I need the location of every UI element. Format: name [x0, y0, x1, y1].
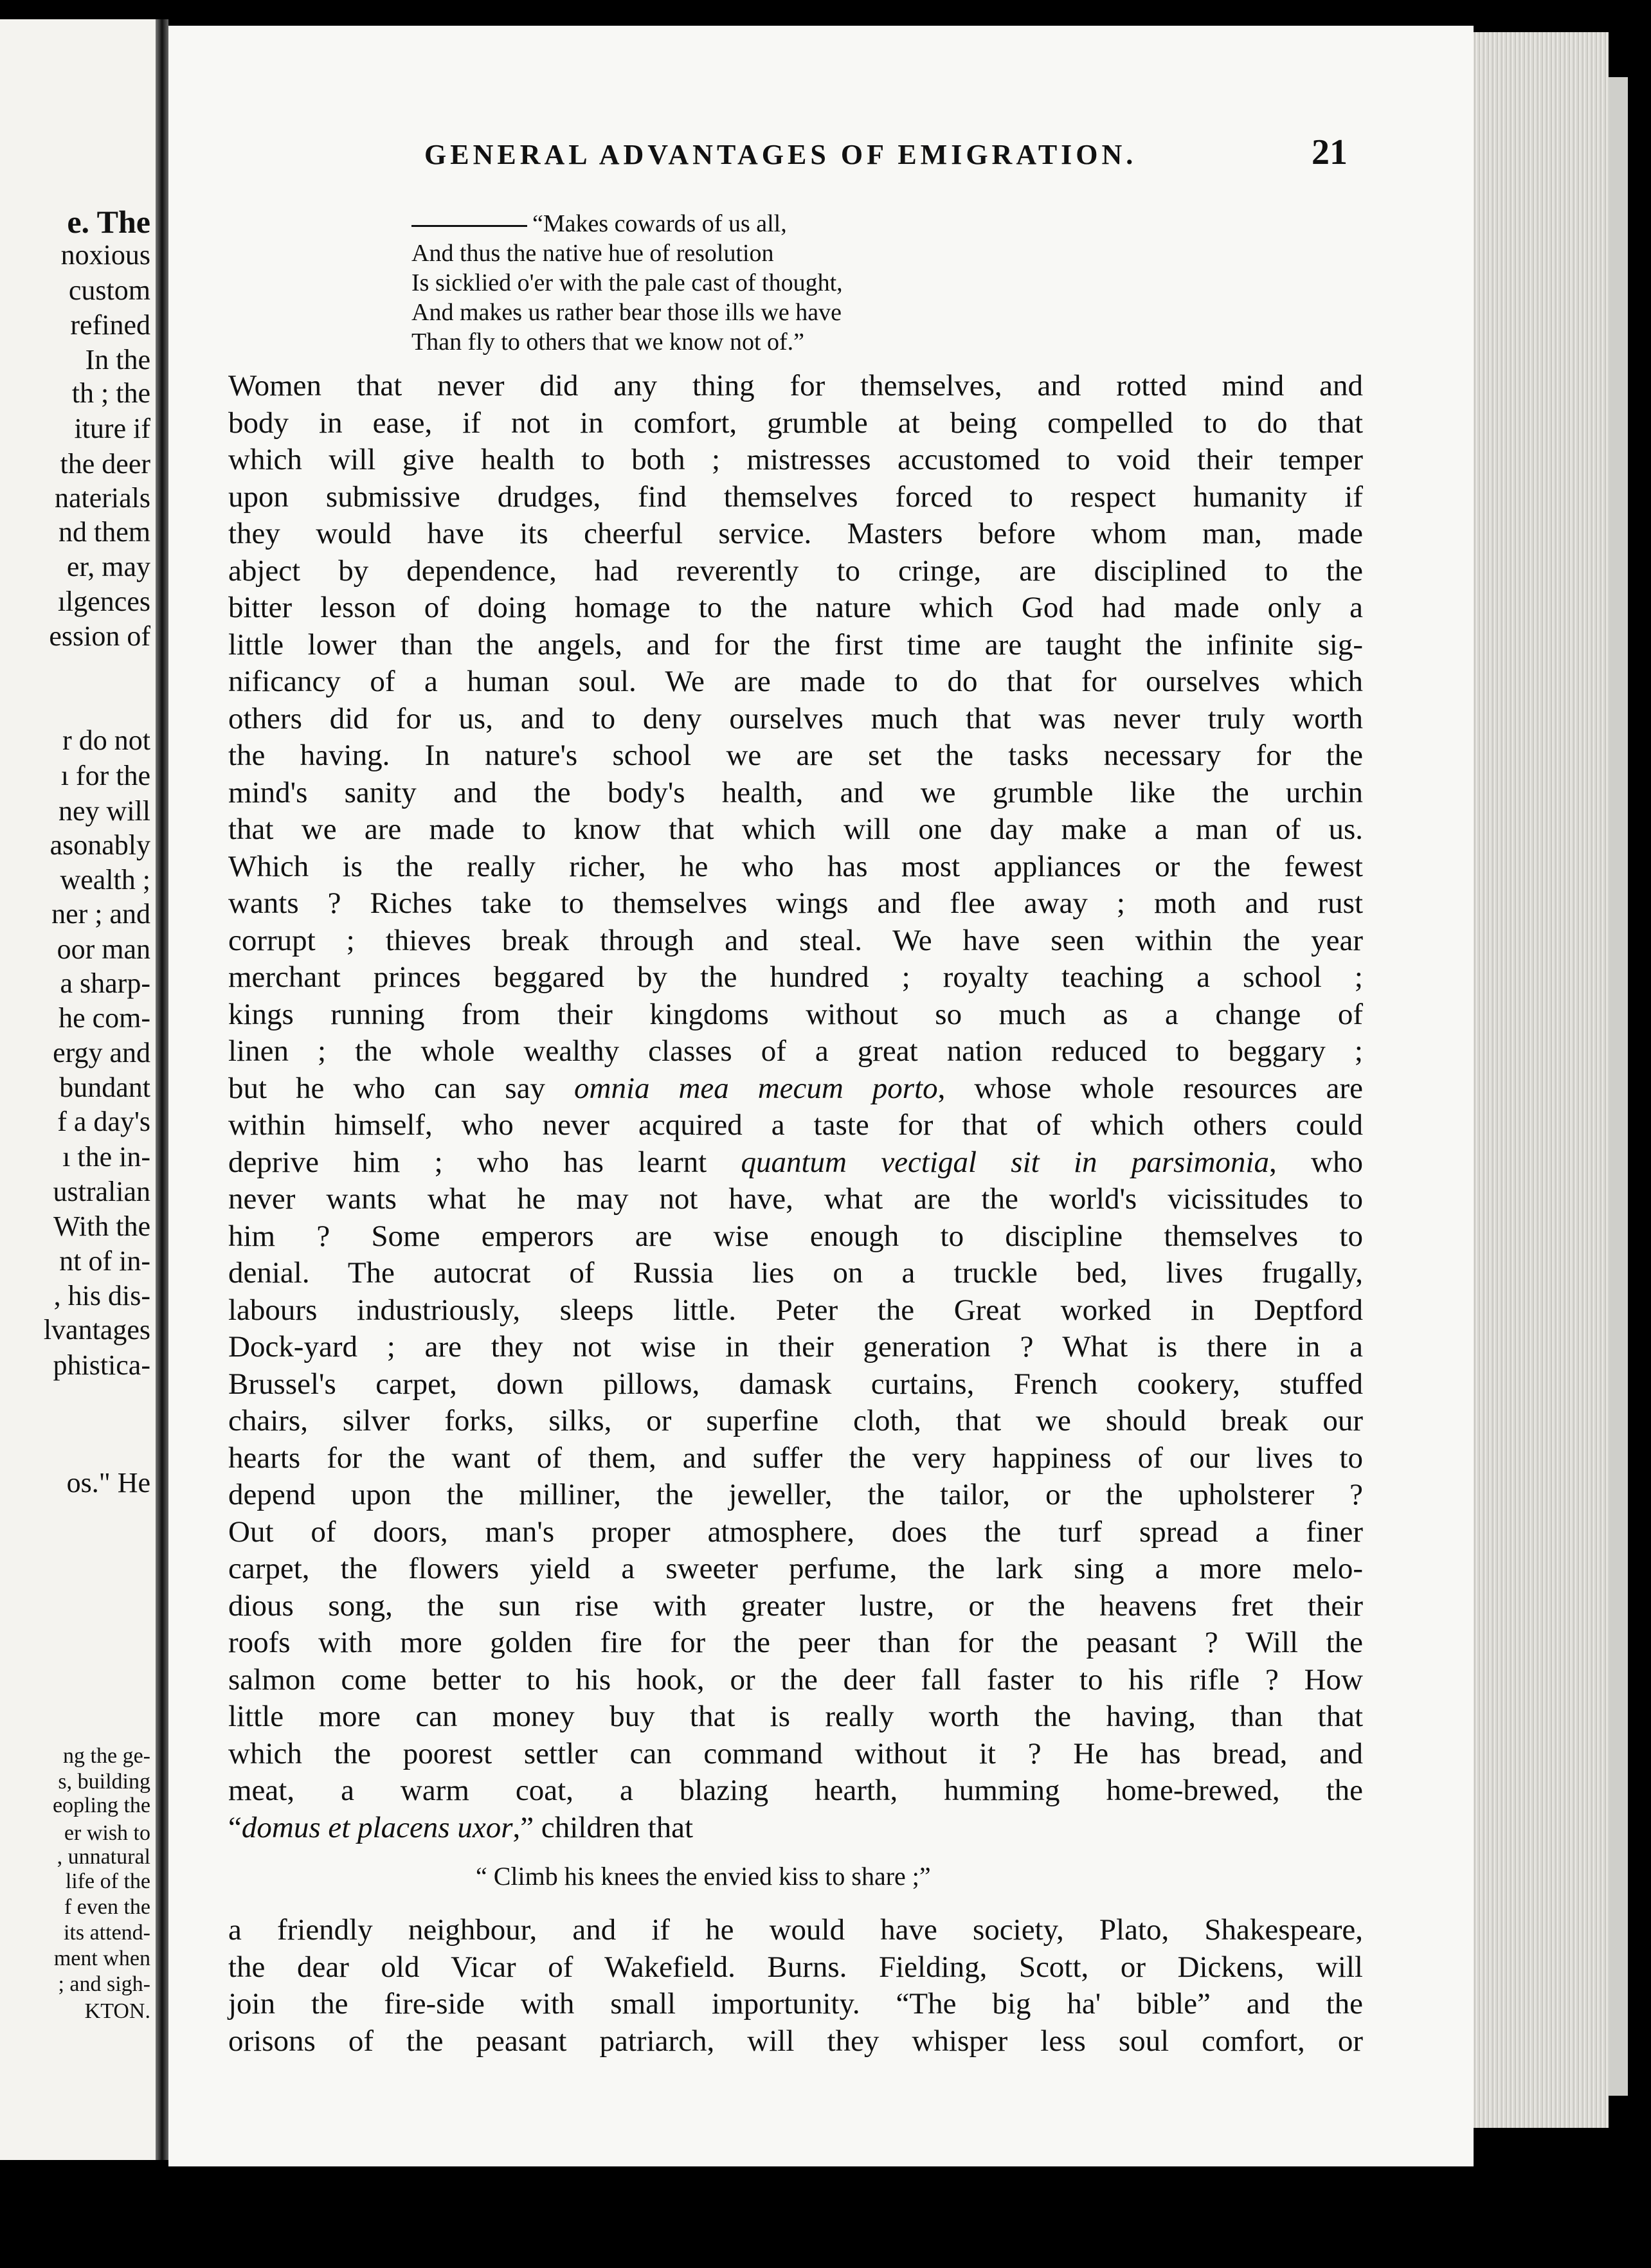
left-page-fragment: ney will — [59, 795, 150, 827]
page-number: 21 — [1312, 132, 1348, 172]
text-line: the dear old Vicar of Wakefield. Burns. Fielding, Scott, or Dickens, will — [228, 1950, 1363, 1984]
left-page-fragment: r do not — [62, 724, 150, 756]
text-line: Brussel's carpet, down pillows, damask curtains, French cookery, stuffed — [228, 1367, 1363, 1401]
text-line: salmon come better to his hook, or the deer fall faster to his rifle ? How — [228, 1662, 1363, 1697]
text-line: dious song, the sun rise with greater lustre, or the heavens fret their — [228, 1589, 1363, 1623]
text-line: which the poorest settler can command without it ? He has bread, and — [228, 1736, 1363, 1770]
left-page-fragment: er, may — [66, 551, 150, 582]
facing-left-page — [0, 19, 156, 2160]
left-page-fragment: asonably — [50, 829, 150, 861]
left-page-fragment: eopling the — [52, 1794, 150, 1817]
text-line: join the fire-side with small importunity. “The big ha' bible” and the — [228, 1987, 1363, 2021]
left-page-fragment: phistica- — [53, 1349, 150, 1381]
text-line: the having. In nature's school we are set the tasks necessary for the — [228, 739, 1363, 772]
inline-quotation: “ Climb his knees the envied kiss to share ;” — [476, 1862, 931, 1891]
verse-line: “Makes cowards of us all, — [411, 209, 843, 239]
left-page-fragment: f a day's — [57, 1106, 150, 1137]
text-line: “domus et placens uxor,” children that — [228, 1810, 694, 1844]
text-line: Dock-yard ; are they not wise in their generation ? What is there in a — [228, 1330, 1363, 1364]
left-page-fragment: ı for the — [60, 760, 150, 791]
verse-line: Than fly to others that we know not of.” — [411, 328, 805, 356]
text-line: abject by dependence, had reverently to cringe, are disciplined to the — [228, 554, 1363, 588]
text-line: hearts for the want of them, and suffer the very happiness of our lives to — [228, 1441, 1363, 1475]
left-page-fragment: lvantages — [43, 1314, 150, 1346]
text-line: corrupt ; thieves break through and steal. We have seen within the year — [228, 923, 1363, 957]
left-page-fragment: oor man — [57, 933, 150, 965]
running-title: GENERAL ADVANTAGES OF EMIGRATION. — [424, 139, 1137, 170]
left-page-fragment: custom — [68, 274, 150, 306]
body-text — [228, 368, 1363, 1846]
text-line: within himself, who never acquired a taste for that of which others could — [228, 1108, 1363, 1142]
text-line: others did for us, and to deny ourselves much that was never truly worth — [228, 701, 1363, 735]
left-page-fragment: naterials — [54, 482, 150, 514]
text-line: labours industriously, sleeps little. Peter the Great worked in Deptford — [228, 1293, 1363, 1327]
text-line: little more can money buy that is really worth the having, than that — [228, 1700, 1363, 1733]
text-line: but he who can say omnia mea mecum porto, whose whole resources are — [228, 1071, 1364, 1105]
left-page-fragment: ı the in- — [62, 1141, 150, 1173]
verse-line: Is sicklied o'er with the pale cast of thought, — [411, 269, 843, 296]
left-page-fragment: , unnatural — [57, 1845, 150, 1869]
verse-line: And makes us rather bear those ills we have — [411, 299, 842, 326]
left-page-fragment: life of the — [65, 1869, 150, 1893]
text-line: kings running from their kingdoms without so much as a change of — [228, 997, 1363, 1031]
left-page-fragment: ession of — [49, 620, 150, 652]
left-page-fragment: With the — [53, 1210, 150, 1242]
text-line: mind's sanity and the body's health, and we grumble like the urchin — [228, 775, 1363, 809]
text-line: body in ease, if not in comfort, grumble at being compelled to do that — [228, 406, 1363, 440]
book-gutter — [156, 19, 168, 2160]
text-line: Women that never did any thing for themselves, and rotted mind and — [228, 369, 1363, 402]
left-page-fragment: nt of in- — [59, 1245, 150, 1277]
text-line: they would have its cheerful service. Masters before whom man, made — [228, 517, 1363, 550]
verse-line: And thus the native hue of resolution — [411, 240, 774, 267]
left-page-fragment: its attend- — [63, 1921, 150, 1945]
text-line: which will give health to both ; mistresses accustomed to void their temper — [228, 443, 1363, 476]
left-page-fragment: ment when — [53, 1947, 150, 1970]
left-page-fragment: In the — [85, 344, 150, 375]
text-line: little lower than the angels, and for the first time are taught the infinite sig- — [228, 627, 1363, 662]
left-page-fragment: bundant — [59, 1072, 150, 1103]
text-line: depend upon the milliner, the jeweller, the tailor, or the upholsterer ? — [228, 1478, 1363, 1511]
left-page-fragment: ılgences — [57, 586, 150, 617]
text-line: upon submissive drudges, find themselves forced to respect humanity if — [228, 480, 1363, 514]
text-line: orisons of the peasant patriarch, will they whisper less soul comfort, or — [228, 2024, 1363, 2058]
text-line: chairs, silver forks, silks, or superfine cloth, that we should break our — [228, 1404, 1363, 1437]
left-page-fragment: he com- — [59, 1002, 150, 1034]
text-line: meat, a warm coat, a blazing hearth, humming home-brewed, the — [228, 1774, 1363, 1807]
text-line: never wants what he may not have, what are the world's vicissitudes to — [228, 1182, 1363, 1216]
text-line: nificancy of a human soul. We are made to do that for ourselves which — [228, 665, 1363, 698]
page-edges-outer — [1609, 77, 1628, 2096]
text-line: Out of doors, man's proper atmosphere, does the turf spread a finer — [228, 1515, 1363, 1549]
left-page-fragment: , his dis- — [53, 1280, 150, 1311]
text-line: denial. The autocrat of Russia lies on a truckle bed, lives frugally, — [228, 1256, 1363, 1290]
left-page-fragment: ustralian — [53, 1176, 150, 1207]
text-line: him ? Some emperors are wise enough to discipline themselves to — [228, 1219, 1363, 1253]
left-page-fragment: noxious — [60, 239, 150, 271]
text-line: Which is the really richer, he who has most appliances or the fewest — [228, 849, 1363, 883]
left-page-fragment: wealth ; — [60, 864, 150, 896]
text-line: roofs with more golden fire for the peer than for the peasant ? Will the — [228, 1626, 1363, 1659]
text-line: linen ; the whole wealthy classes of a great nation reduced to beggary ; — [228, 1034, 1363, 1068]
left-page-fragment: refined — [70, 309, 150, 341]
left-page-fragment: the deer — [60, 448, 150, 480]
left-page-fragment: er wish to — [64, 1821, 150, 1845]
text-line: that we are made to know that which will one day make a man of us. — [228, 813, 1363, 846]
left-page-fragment: KTON. — [84, 1999, 150, 2023]
left-page-fragment: s, building — [58, 1770, 150, 1794]
left-page-fragment: os." He — [66, 1467, 150, 1498]
left-page-fragment: ner ; and — [51, 898, 150, 930]
verse-quotation — [411, 209, 843, 357]
left-page-fragment: nd them — [59, 516, 150, 548]
text-line: merchant princes beggared by the hundred ; royalty teaching a school ; — [228, 960, 1363, 994]
verse-dash — [411, 225, 527, 227]
text-line: wants ? Riches take to themselves wings and flee away ; moth and rust — [228, 887, 1363, 920]
text-line: deprive him ; who has learnt quantum vectigal sit in parsimonia, who — [228, 1145, 1363, 1179]
left-page-fragment: ng the ge- — [63, 1744, 150, 1768]
left-page-fragment: th ; the — [71, 377, 150, 409]
left-page-fragment: a sharp- — [60, 968, 150, 999]
text-line: bitter lesson of doing homage to the nature which God had made only a — [228, 591, 1363, 624]
text-line: a friendly neighbour, and if he would have society, Plato, Shakespeare, — [228, 1913, 1363, 1947]
left-page-fragment: ergy and — [53, 1037, 150, 1068]
page-edges — [1474, 32, 1609, 2128]
text-line: carpet, the flowers yield a sweeter perfume, the lark sing a more melo- — [228, 1552, 1363, 1585]
left-page-fragment: f even the — [64, 1895, 150, 1919]
left-page-fragment: ; and sigh- — [58, 1972, 150, 1996]
body-text-continued — [228, 1912, 1363, 2060]
left-page-fragment: iture if — [74, 413, 150, 444]
left-page-fragment: e. The — [67, 204, 150, 240]
